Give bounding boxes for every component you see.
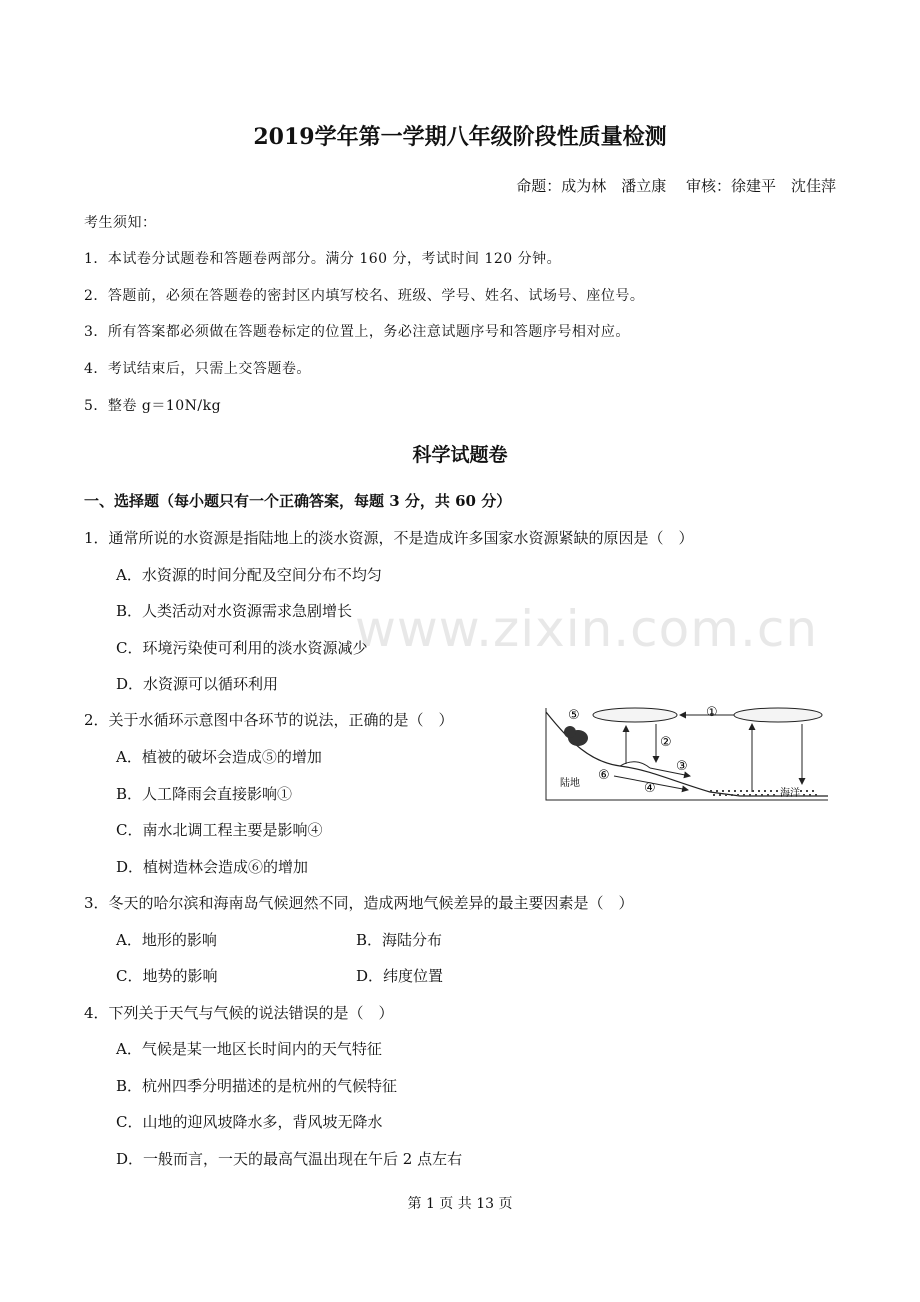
cloud-icon: [734, 708, 822, 722]
part-heading: 一、选择题（每小题只有一个正确答案，每题 3 分，共 60 分）: [84, 492, 512, 510]
option-c: C．山地的迎风坡降水多，背风坡无降水: [116, 1113, 383, 1131]
ocean-dots: [710, 790, 817, 796]
question-stem: 3．冬天的哈尔滨和海南岛气候迥然不同，造成两地气候差异的最主要因素是（ ）: [84, 894, 634, 912]
water-cycle-svg: [540, 702, 830, 806]
option-a: A．地形的影响: [116, 931, 217, 949]
page-footer: 第 1 页 共 13 页: [407, 1196, 513, 1212]
option-d: D．纬度位置: [356, 967, 444, 985]
option-c: C．南水北调工程主要是影响④: [116, 821, 323, 839]
label-1: ①: [706, 705, 718, 720]
option-c: C．环境污染使可利用的淡水资源减少: [116, 639, 368, 657]
label-2: ②: [660, 735, 672, 750]
option-b: B．海陆分布: [356, 931, 443, 949]
label-5: ⑤: [568, 708, 580, 723]
option-b: B．人类活动对水资源需求急剧增长: [116, 602, 353, 620]
land-slope: [546, 712, 828, 796]
label-6: ⑥: [598, 768, 610, 783]
option-d: D．植树造林会造成⑥的增加: [116, 858, 309, 876]
option-a: A．气候是某一地区长时间内的天气特征: [116, 1040, 382, 1058]
option-b: B．杭州四季分明描述的是杭州的气候特征: [116, 1077, 398, 1095]
option-a: A．植被的破坏会造成⑤的增加: [116, 748, 322, 766]
notice-item: 4．考试结束后，只需上交答题卷。: [84, 361, 311, 377]
question-stem: 1．通常所说的水资源是指陆地上的淡水资源，不是造成许多国家水资源紧缺的原因是（ ）: [84, 529, 694, 547]
label-4: ④: [644, 781, 656, 796]
land-label: 陆地: [560, 778, 580, 789]
cloud-icon: [593, 708, 677, 722]
section-title: 科学试题卷: [412, 444, 508, 466]
option-b: B．人工降雨会直接影响①: [116, 785, 293, 803]
label-3: ③: [676, 759, 688, 774]
option-a: A．水资源的时间分配及空间分布不均匀: [116, 566, 382, 584]
water-cycle-diagram: [540, 702, 830, 810]
notice-item: 1．本试卷分试题卷和答题卷两部分。满分 160 分，考试时间 120 分钟。: [84, 251, 562, 267]
option-c: C．地势的影响: [116, 967, 218, 985]
vegetation-icon: [564, 726, 576, 738]
ocean-label: 海洋: [780, 788, 800, 799]
notice-item: 5．整卷 g＝10N/kg: [84, 398, 222, 414]
author-byline: 命题：成为林 潘立康 审核：徐建平 沈佳萍: [516, 177, 836, 195]
exam-title: 2019学年第一学期八年级阶段性质量检测: [253, 124, 667, 150]
option-d: D．水资源可以循环利用: [116, 675, 279, 693]
notice-heading: 考生须知：: [84, 215, 157, 231]
notice-item: 3．所有答案都必须做在答题卷标定的位置上，务必注意试题序号和答题序号相对应。: [84, 324, 630, 340]
question-stem: 4．下列关于天气与气候的说法错误的是（ ）: [84, 1004, 394, 1022]
watermark: www.zixin.com.cn: [355, 600, 819, 658]
question-stem: 2．关于水循环示意图中各环节的说法，正确的是（ ）: [84, 711, 454, 729]
notice-item: 2．答题前，必须在答题卷的密封区内填写校名、班级、学号、姓名、试场号、座位号。: [84, 288, 645, 304]
option-d: D．一般而言，一天的最高气温出现在午后 2 点左右: [116, 1150, 463, 1168]
